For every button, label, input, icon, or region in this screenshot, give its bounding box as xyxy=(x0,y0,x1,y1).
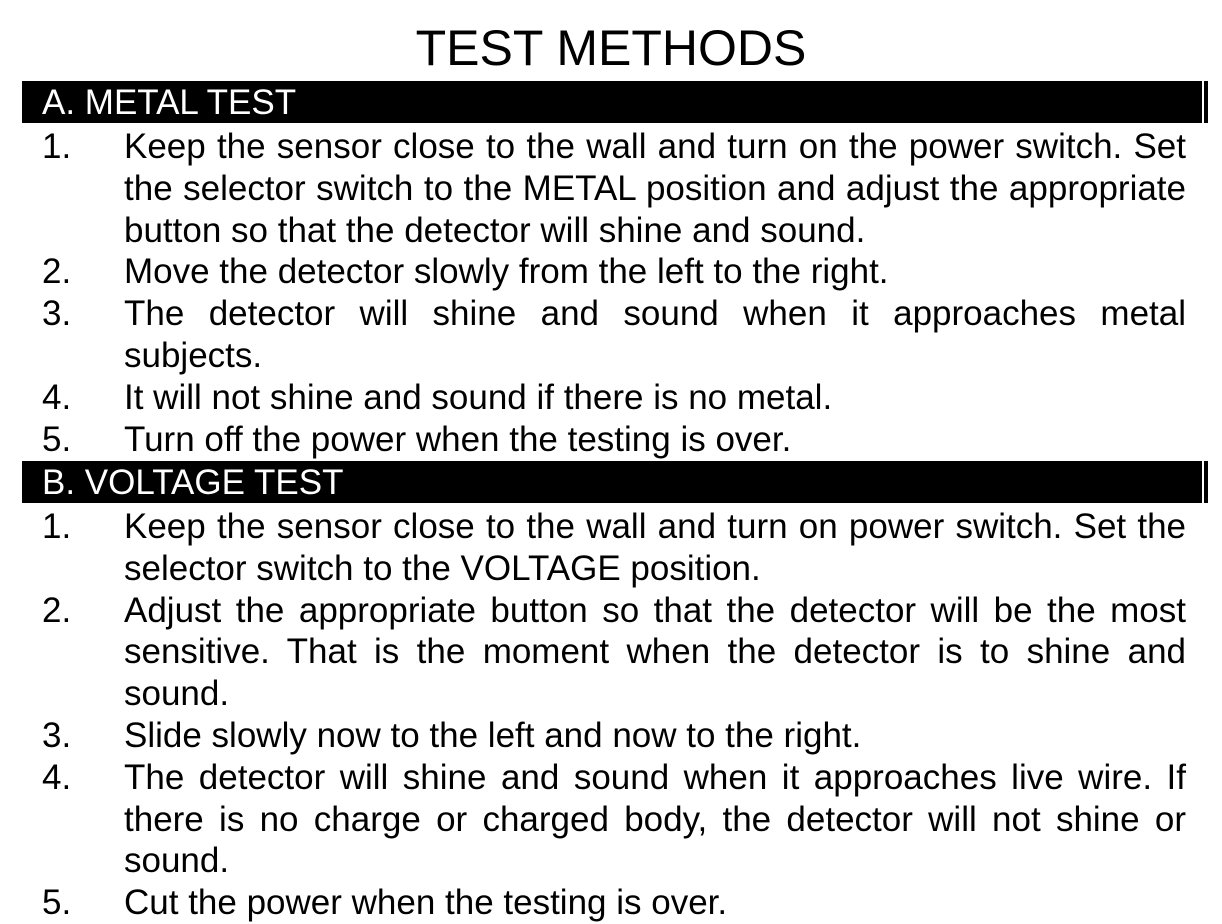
step-text: Turn off the power when the testing is over. xyxy=(124,419,792,459)
step-number: 5. xyxy=(42,419,72,459)
list-item xyxy=(0,590,1222,715)
section-header-metal-test xyxy=(22,81,1208,123)
list-item xyxy=(0,126,1222,251)
step-text: It will not shine and sound if there is no metal. xyxy=(124,377,833,417)
section-bar-divider xyxy=(1202,461,1204,503)
list-item xyxy=(0,506,1222,590)
page-title: TEST METHODS xyxy=(415,20,807,76)
step-number: 1. xyxy=(42,127,72,166)
section-heading: B. VOLTAGE TEST xyxy=(42,463,344,502)
step-number: 1. xyxy=(42,507,72,546)
step-text: Move the detector slowly from the left to the right. xyxy=(124,252,889,292)
list-item xyxy=(0,377,1222,419)
step-number: 4. xyxy=(42,757,72,797)
list-item xyxy=(0,293,1222,377)
step-text: Slide slowly now to the left and now to the right. xyxy=(124,715,862,755)
step-number: 3. xyxy=(42,294,72,334)
step-text: Keep the sensor close to the wall and turn on the power switch. Set the selector switch to the METAL position and adjust the appropriate button so that the detector will shine and sound. xyxy=(124,127,1186,250)
step-text: Cut the power when the testing is over. xyxy=(124,883,728,923)
step-number: 4. xyxy=(42,377,72,417)
step-number: 2. xyxy=(42,252,72,292)
list-item xyxy=(0,757,1222,882)
step-text: The detector will shine and sound when it approaches metal subjects. xyxy=(124,294,1186,375)
list-item xyxy=(0,419,1222,461)
section-bar-divider xyxy=(1202,81,1204,123)
step-number: 2. xyxy=(42,590,72,630)
step-text: The detector will shine and sound when it approaches live wire. If there is no charge or charged body, the detector will not shine or sound. xyxy=(124,757,1186,881)
list-item xyxy=(0,251,1222,293)
metal-test-steps xyxy=(0,126,1222,460)
step-text: Keep the sensor close to the wall and turn on power switch. Set the selector switch to the VOLTAGE position. xyxy=(124,507,1186,588)
voltage-test-steps xyxy=(0,506,1222,924)
section-heading: A. METAL TEST xyxy=(42,83,297,122)
step-number: 3. xyxy=(42,715,72,755)
section-header-voltage-test xyxy=(22,461,1208,503)
list-item xyxy=(0,882,1222,924)
step-number: 5. xyxy=(42,883,72,923)
list-item xyxy=(0,715,1222,757)
step-text: Adjust the appropriate button so that the detector will be the most sensitive. That is the moment when the detector is to shine and sound. xyxy=(124,590,1186,714)
